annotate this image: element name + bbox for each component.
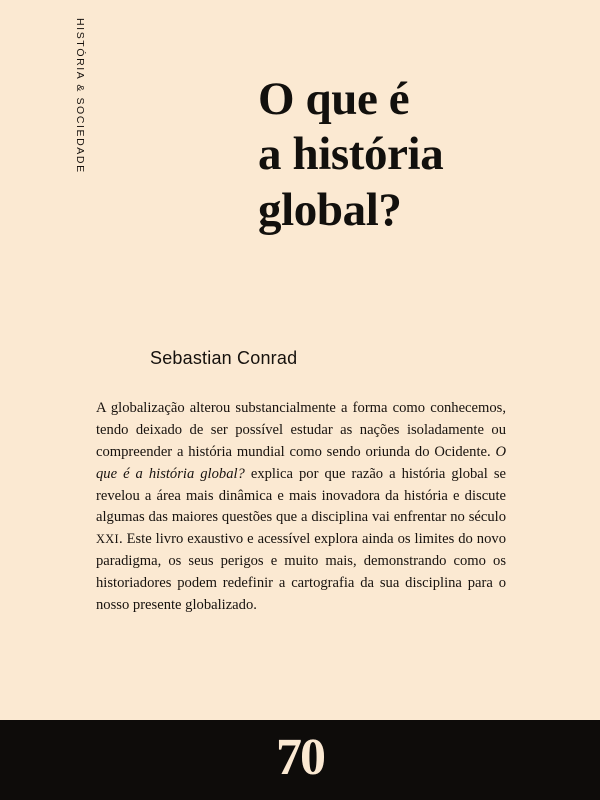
page-title <box>258 72 568 238</box>
publisher-logo: 70 <box>276 729 324 786</box>
blurb-title-italic: O que é a história global? <box>96 443 506 482</box>
blurb-part-2: explica por que razão a história global se revelou a área mais dinâmica e mais inovadora da história e discute algumas das maiores questões que a disciplina vai enfrentar no século <box>96 465 506 526</box>
publisher-bar <box>0 720 600 800</box>
title-line-3: global? <box>258 183 402 236</box>
blurb-part-1: A globalização alterou substancialmente a forma como conhecemos, tendo deixado de ser possível estudar as nações isoladamente ou compreender a história mundial como sendo oriunda do Ocidente. <box>96 400 506 460</box>
title-line-1: O que é <box>258 73 410 125</box>
title-line-2: a história <box>258 128 444 181</box>
series-label: HISTÓRIA & SOCIEDADE <box>74 18 86 174</box>
author-name: Sebastian Conrad <box>150 348 298 368</box>
title-block <box>258 72 568 238</box>
blurb-part-3: . Este livro exaustivo e acessível explora ainda os limites do novo paradigma, os seus perigos e muito mais, demonstrando como os historiadores podem redefinir a cartografia da sua disciplina para o nosso presente globalizado. <box>96 531 506 614</box>
blurb-century-smallcaps: XXI <box>96 532 119 547</box>
blurb-text <box>96 398 506 617</box>
series-label-rail <box>70 18 96 178</box>
